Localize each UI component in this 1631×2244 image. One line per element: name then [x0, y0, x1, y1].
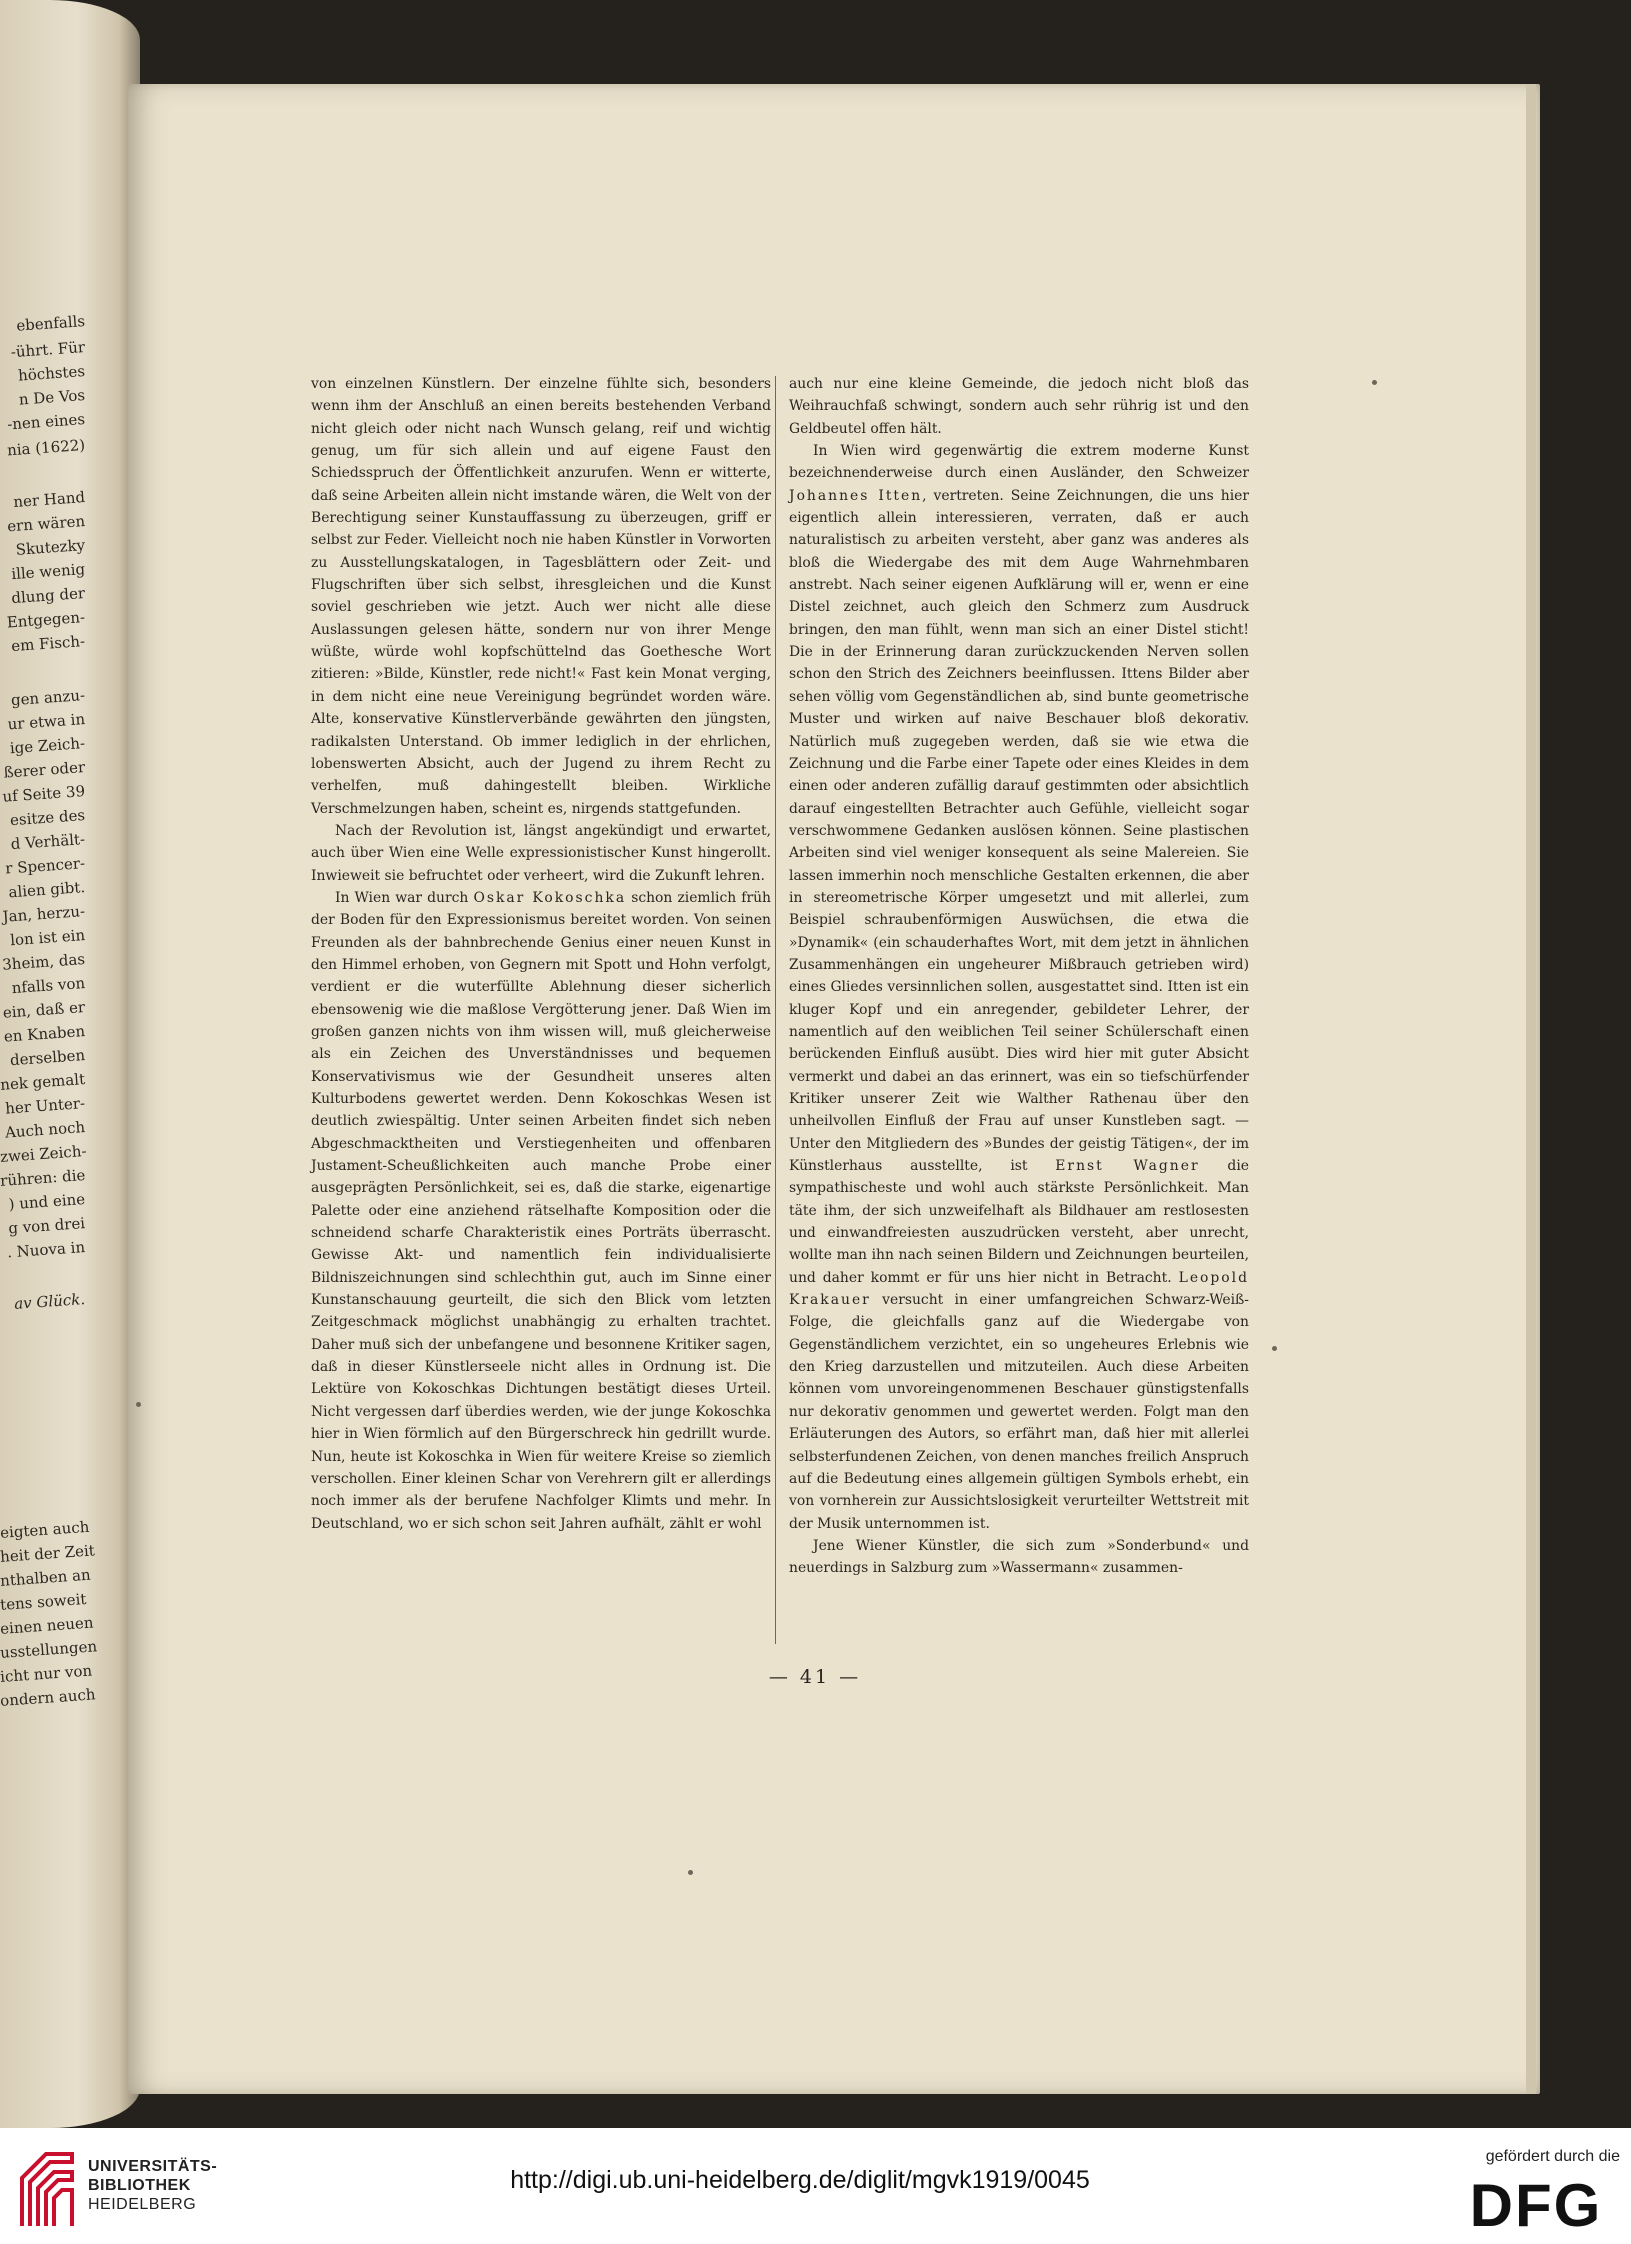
previous-page-text-fragment: Auch noch: [4, 1118, 86, 1142]
page-edge: [1526, 84, 1536, 2094]
previous-page-text-fragment: nia (1622): [6, 436, 86, 460]
university-library-logo-icon[interactable]: [16, 2148, 78, 2228]
specks: [1272, 1346, 1277, 1351]
previous-page-text-fragment: nfalls von: [11, 974, 86, 998]
dfg-logo-icon[interactable]: [1452, 2176, 1620, 2232]
previous-page-text-fragment: ille wenig: [10, 560, 86, 584]
previous-page-text-fragment: en Knaben: [3, 1022, 86, 1046]
page-number: — 41 —: [768, 1666, 862, 1688]
text-run: die sympathischeste und wohl auch stärkste Persönlichkeit. Man täte ihm, der sich unzweifelhaft als Bildhauer am restlosesten und einwandfreiesten auszudrücken versteht, aber unrecht, wollte man ihn nach seinen Bildern und Zeichnungen beurteilen, und daher kommt er für uns hier nicht in Betracht.: [789, 1158, 1249, 1286]
text-run: In Wien war durch: [335, 889, 474, 906]
previous-page-text-fragment: tens soweit: [0, 1589, 87, 1614]
previous-page-text-fragment: ßerer oder: [3, 758, 86, 782]
previous-page-text-fragment: alien gibt.: [7, 878, 86, 902]
paragraph: Nach der Revolution ist, längst angekündigt und erwartet, auch über Wien eine Welle expressionistischer Kunst hingerollt. Inwieweit sie befruchtet oder verheert, wird die Zukunft lehren.: [311, 822, 771, 884]
specks: [1372, 380, 1377, 385]
previous-page-text-fragment: em Fisch-: [10, 632, 86, 656]
previous-page-text-fragment: derselben: [9, 1046, 86, 1070]
previous-page-text-fragment: icht nur von: [0, 1661, 93, 1686]
artist-name: Ernst Wagner: [1055, 1158, 1200, 1175]
funding-caption: gefördert durch die: [1485, 2148, 1620, 2165]
previous-page-edge: [0, 0, 140, 2128]
paragraph: [311, 887, 771, 1535]
previous-page-text-fragment: ner Hand: [12, 488, 86, 511]
previous-page-text-fragment: d Verhält-: [10, 830, 86, 854]
previous-page-text-fragment: -ührt. Für: [10, 338, 86, 362]
previous-page-text-fragment: Entgegen-: [6, 608, 86, 632]
previous-page-text-fragment: ur etwa in: [7, 710, 86, 734]
previous-page-text-fragment: zwei Zeich-: [0, 1141, 88, 1166]
previous-page-text-fragment: . Nuova in: [6, 1238, 86, 1262]
previous-page-text-fragment: dlung der: [10, 584, 86, 608]
paragraph: Jene Wiener Künstler, die sich zum »Sonderbund« und neuerdings in Salzburg zum »Wassermann« zusammen-: [789, 1537, 1249, 1577]
library-name-line: HEIDELBERG: [88, 2196, 197, 2213]
previous-page-text-fragment: esitze des: [9, 806, 86, 830]
permalink-url[interactable]: http://digi.ub.uni-heidelberg.de/diglit/mgvk1919/0045: [510, 2166, 1090, 2194]
previous-page-text-fragment: ondern auch: [0, 1685, 97, 1710]
previous-page-text-fragment: uf Seite 39: [1, 782, 86, 806]
library-name: [88, 2157, 217, 2214]
viewer-footer: [0, 2128, 1631, 2244]
previous-page-text-fragment: nek gemalt: [0, 1070, 86, 1094]
dfg-logo-text: DFG: [1469, 2176, 1603, 2232]
text-run: In Wien wird gegenwärtig die extrem moderne Kunst bezeichnenderweise durch einen Ausländer, den Schweizer: [789, 443, 1249, 482]
library-name-line: BIBLIOTHEK: [88, 2177, 191, 2194]
previous-page-text-fragment: ebenfalls: [15, 312, 86, 335]
previous-page-text-fragment: n De Vos: [18, 386, 86, 409]
previous-page-text-fragment: höchstes: [17, 362, 86, 385]
specks: [136, 1402, 141, 1407]
previous-page-text-fragment: 3heim, das: [1, 950, 86, 974]
paragraph: [789, 440, 1249, 1535]
previous-page-text-fragment: eigten auch: [0, 1517, 90, 1542]
text-run: versucht in einer umfangreichen Schwarz-Weiß-Folge, die gleichfalls ganz auf die Wiedergabe von Gegenständlichem verzichtet, ein so ungeheures Erlebnis wie den Krieg darzustellen und mitzuteilen. Auch diese Arbeiten können vom unvoreingenommenen Beschauer günstigstenfalls nur dekorativ genommen und gewertet werden. Folgt man den Erläuterungen des Autors, so erfährt man, daß hier mit allerlei selbsterfundenen Zeichen, von denen manches freilich Anspruch auf die Bedeutung eines allgemein gültigen Symbols erhebt, ein von vornherein zur Aussichtslosigkeit verurteilter Wettstreit mit der Musik unternommen ist.: [789, 1292, 1249, 1532]
previous-page-text-fragment: gen anzu-: [10, 686, 86, 710]
previous-page-text-fragment: her Unter-: [4, 1094, 86, 1118]
artist-name: Oskar Kokoschka: [473, 889, 627, 906]
paragraph: von einzelnen Künstlern. Der einzelne fühlte sich, besonders wenn ihm der Anschluß an einen bereits bestehenden Verband nicht gleich oder nicht nach Wunsch gelang, reif und wichtig genug, um für sich allein und auf eigene Faust den Schiedsspruch der Öffentlichkeit anzurufen. Wenn er witterte, daß seine Arbeiten allein nicht imstande wären, die Welt von der Berechtigung seiner Kunstauffassung zu überzeugen, griff er selbst zur Feder. Vielleicht noch nie haben Künstler in Vorworten zu Ausstellungskatalogen, in Tagesblättern oder Zeit- und Flugschriften über sich selbst, ihresgleichen und die Kunst soviel geschrieben wie jetzt. Auch wer nicht alle diese Auslassungen gelesen hätte, sondern nur von ihrer Menge wüßte, würde wohl kopfschüttelnd das Goethesche Wort zitieren: »Bilde, Künstler, rede nicht!« Fast kein Monat verging, in dem nicht eine neue Vereinigung begründet worden wäre. Alte, konservative Künstlerverbände gewährten den jüngsten, radikalsten Unterstand. Ob immer lediglich in der ehrlichen, lobenswerten Absicht, auch der Jugend zu ihrem Recht zu verhelfen, muß dahingestellt bleiben. Wirkliche Verschmelzungen haben, scheint es, nirgends stattgefunden.: [311, 376, 771, 817]
library-name-line: UNIVERSITÄTS-: [88, 2158, 218, 2175]
paragraph: auch nur eine kleine Gemeinde, die jedoch nicht bloß das Weihrauchfaß schwingt, sondern auch sehr rührig ist und den Geldbeutel offen hält.: [789, 376, 1249, 437]
previous-page-text-fragment: einen neuen: [0, 1613, 94, 1638]
previous-page-text-fragment: heit der Zeit: [0, 1541, 96, 1566]
previous-page-text-fragment: Skutezky: [15, 536, 86, 559]
specks: [688, 1870, 693, 1875]
previous-page-text-fragment: usstellungen: [0, 1637, 98, 1662]
previous-page-text-fragment: lon ist ein: [9, 926, 86, 950]
previous-page-text-fragment: -nen eines: [6, 410, 86, 434]
previous-page-text-fragment: ige Zeich-: [9, 734, 86, 758]
artist-name: Johannes Itten: [789, 487, 923, 504]
text-run: , vertreten. Seine Zeichnungen, die uns hier eigentlich allein interessieren, verraten, daß er auch naturalistisch zu arbeiten versteht, aber ganz was anderes als bloß die Wiedergabe des mit dem Auge Wahrnehmbaren anstrebt. Nach seiner eigenen Aufklärung will er, wenn er eine Distel zeichnet, auch gleich den Schmerz zum Ausdruck bringen, den man fühlt, wenn man sich an einer Distel sticht! Die in der Erinnerung daran zurückzuckenden Nerven sollen schon den Strich des Zeichners beeinflussen. Ittens Bilder aber sehen völlig vom Gegenständlichen ab, sind bunte geometrische Muster und wirken auf naive Beschauer bloß dekorativ. Natürlich muß zugegeben werden, daß sie wie etwa die Zeichnung und die Farbe einer Tapete oder eines Kleides in dem einen oder anderen zufällig darauf gestimmten oder absichtlich darauf eingestellten Betrachter auch Gefühle, vielleicht sogar verschwommene Gedanken auslösen können. Seine plastischen Arbeiten sind viel weniger konsequent als seine Malereien. Sie lassen immerhin noch menschliche Gestalten erkennen, die aber in stereometrische Körper umgesetzt und mit allerlei, zum Beispiel schraubenförmigen Auswüchsen, die etwa die »Dynamik« (ein schauderhaftes Wort, mit dem jetzt in ähnlichen Zusammenhängen ein ungeheurer Mißbrauch getrieben wird) eines Gliedes versinnlichen sollen, ausgestattet sind. Itten ist ein kluger Kopf und ein anregender, gebildeter Lehrer, der namentlich auf den weiblichen Teil seiner Schülerschaft einen berückenden Einfluß ausübt. Dies wird hier mit guter Absicht vermerkt und dabei an das erinnert, was ein so tiefschürfender Kritiker unserer Zeit wie Walther Rathenau über den unheilvollen Einfluß der Frau auf unser Kunstleben sagt. — Unter den Mitgliedern des »Bundes der geistig Tätigen«, der im Künstlerhaus ausstellte, ist: [789, 487, 1249, 1175]
text-run: schon ziemlich früh der Boden für den Expressionismus bereitet worden. Von seinen Freunden als der bahnbrechende Genius einer neuen Kunst in den Himmel erhoben, von Gegnern mit Spott und Hohn verfolgt, verdient er die wuterfüllte Ablehnung dieser sicherlich ebensowenig wie die maßlose Vergötterung jener. Daß Wien im großen ganzen nichts von ihm wissen will, muß gleicherweise als ein Zeichen des Unverständnisses und bequemen Konservativismus wie der Gesundheit unseres alten Kulturbodens gewertet werden. Denn Kokoschkas Wesen ist deutlich zwiespältig. Unter seinen Arbeiten findet sich neben Abgeschmacktheiten und Verstiegenheiten und offenbaren Justament-Scheußlichkeiten auch manche Probe einer ausgeprägten Persönlichkeit, sei es, daß die starke, eigenartige Palette oder eine anziehend rätselhafte Komposition oder die schneidend scharfe Charakteristik eines Porträts überrascht. Gewisse Akt- und namentlich fein individualisierte Bildniszeichnungen sind schlechthin gut, auch im Sinne einer Kunstanschauung geurteilt, die sich den Blick vom letzten Zeitgeschmack möglichst unabhängig zu erhalten trachtet. Daher muß sich der unbefangene und besonnene Kritiker sagen, daß in dieser Künstlerseele nicht alles in Ordnung ist. Die Lektüre von Kokoschkas Dichtungen bestätigt dieses Urteil. Nicht vergessen darf überdies werden, wie der junge Kokoschka hier in Wien förmlich auf den Bürgerschreck hin gedrillt wurde. Nun, heute ist Kokoschka in Wien für weitere Kreise so ziemlich verschollen. Einer kleinen Schar von Verehrern gilt er allerdings noch immer als der berufene Nachfolger Klimts und mehr. In Deutschland, wo er sich schon seit Jahren aufhält, zählt er wohl: [311, 889, 771, 1532]
previous-page-text-fragment: r Spencer-: [4, 854, 86, 878]
previous-page-text-fragment: av Glück.: [13, 1290, 86, 1313]
previous-page-text-fragment: ern wären: [6, 512, 86, 536]
previous-page-text-fragment: nthalben an: [0, 1565, 92, 1590]
artist-name: Leopold Krakauer: [789, 1269, 1249, 1309]
previous-page-text-fragment: g von drei: [7, 1214, 86, 1238]
left-text-column: [311, 373, 771, 1535]
column-divider: [775, 376, 776, 1644]
previous-page-text-fragment: ein, daß er: [2, 998, 86, 1022]
previous-page-text-fragment: ) und eine: [8, 1190, 86, 1214]
previous-page-text-fragment: Jan, herzu-: [2, 902, 86, 926]
right-text-column: [789, 373, 1249, 1580]
previous-page-text-fragment: rühren: die: [0, 1166, 86, 1190]
